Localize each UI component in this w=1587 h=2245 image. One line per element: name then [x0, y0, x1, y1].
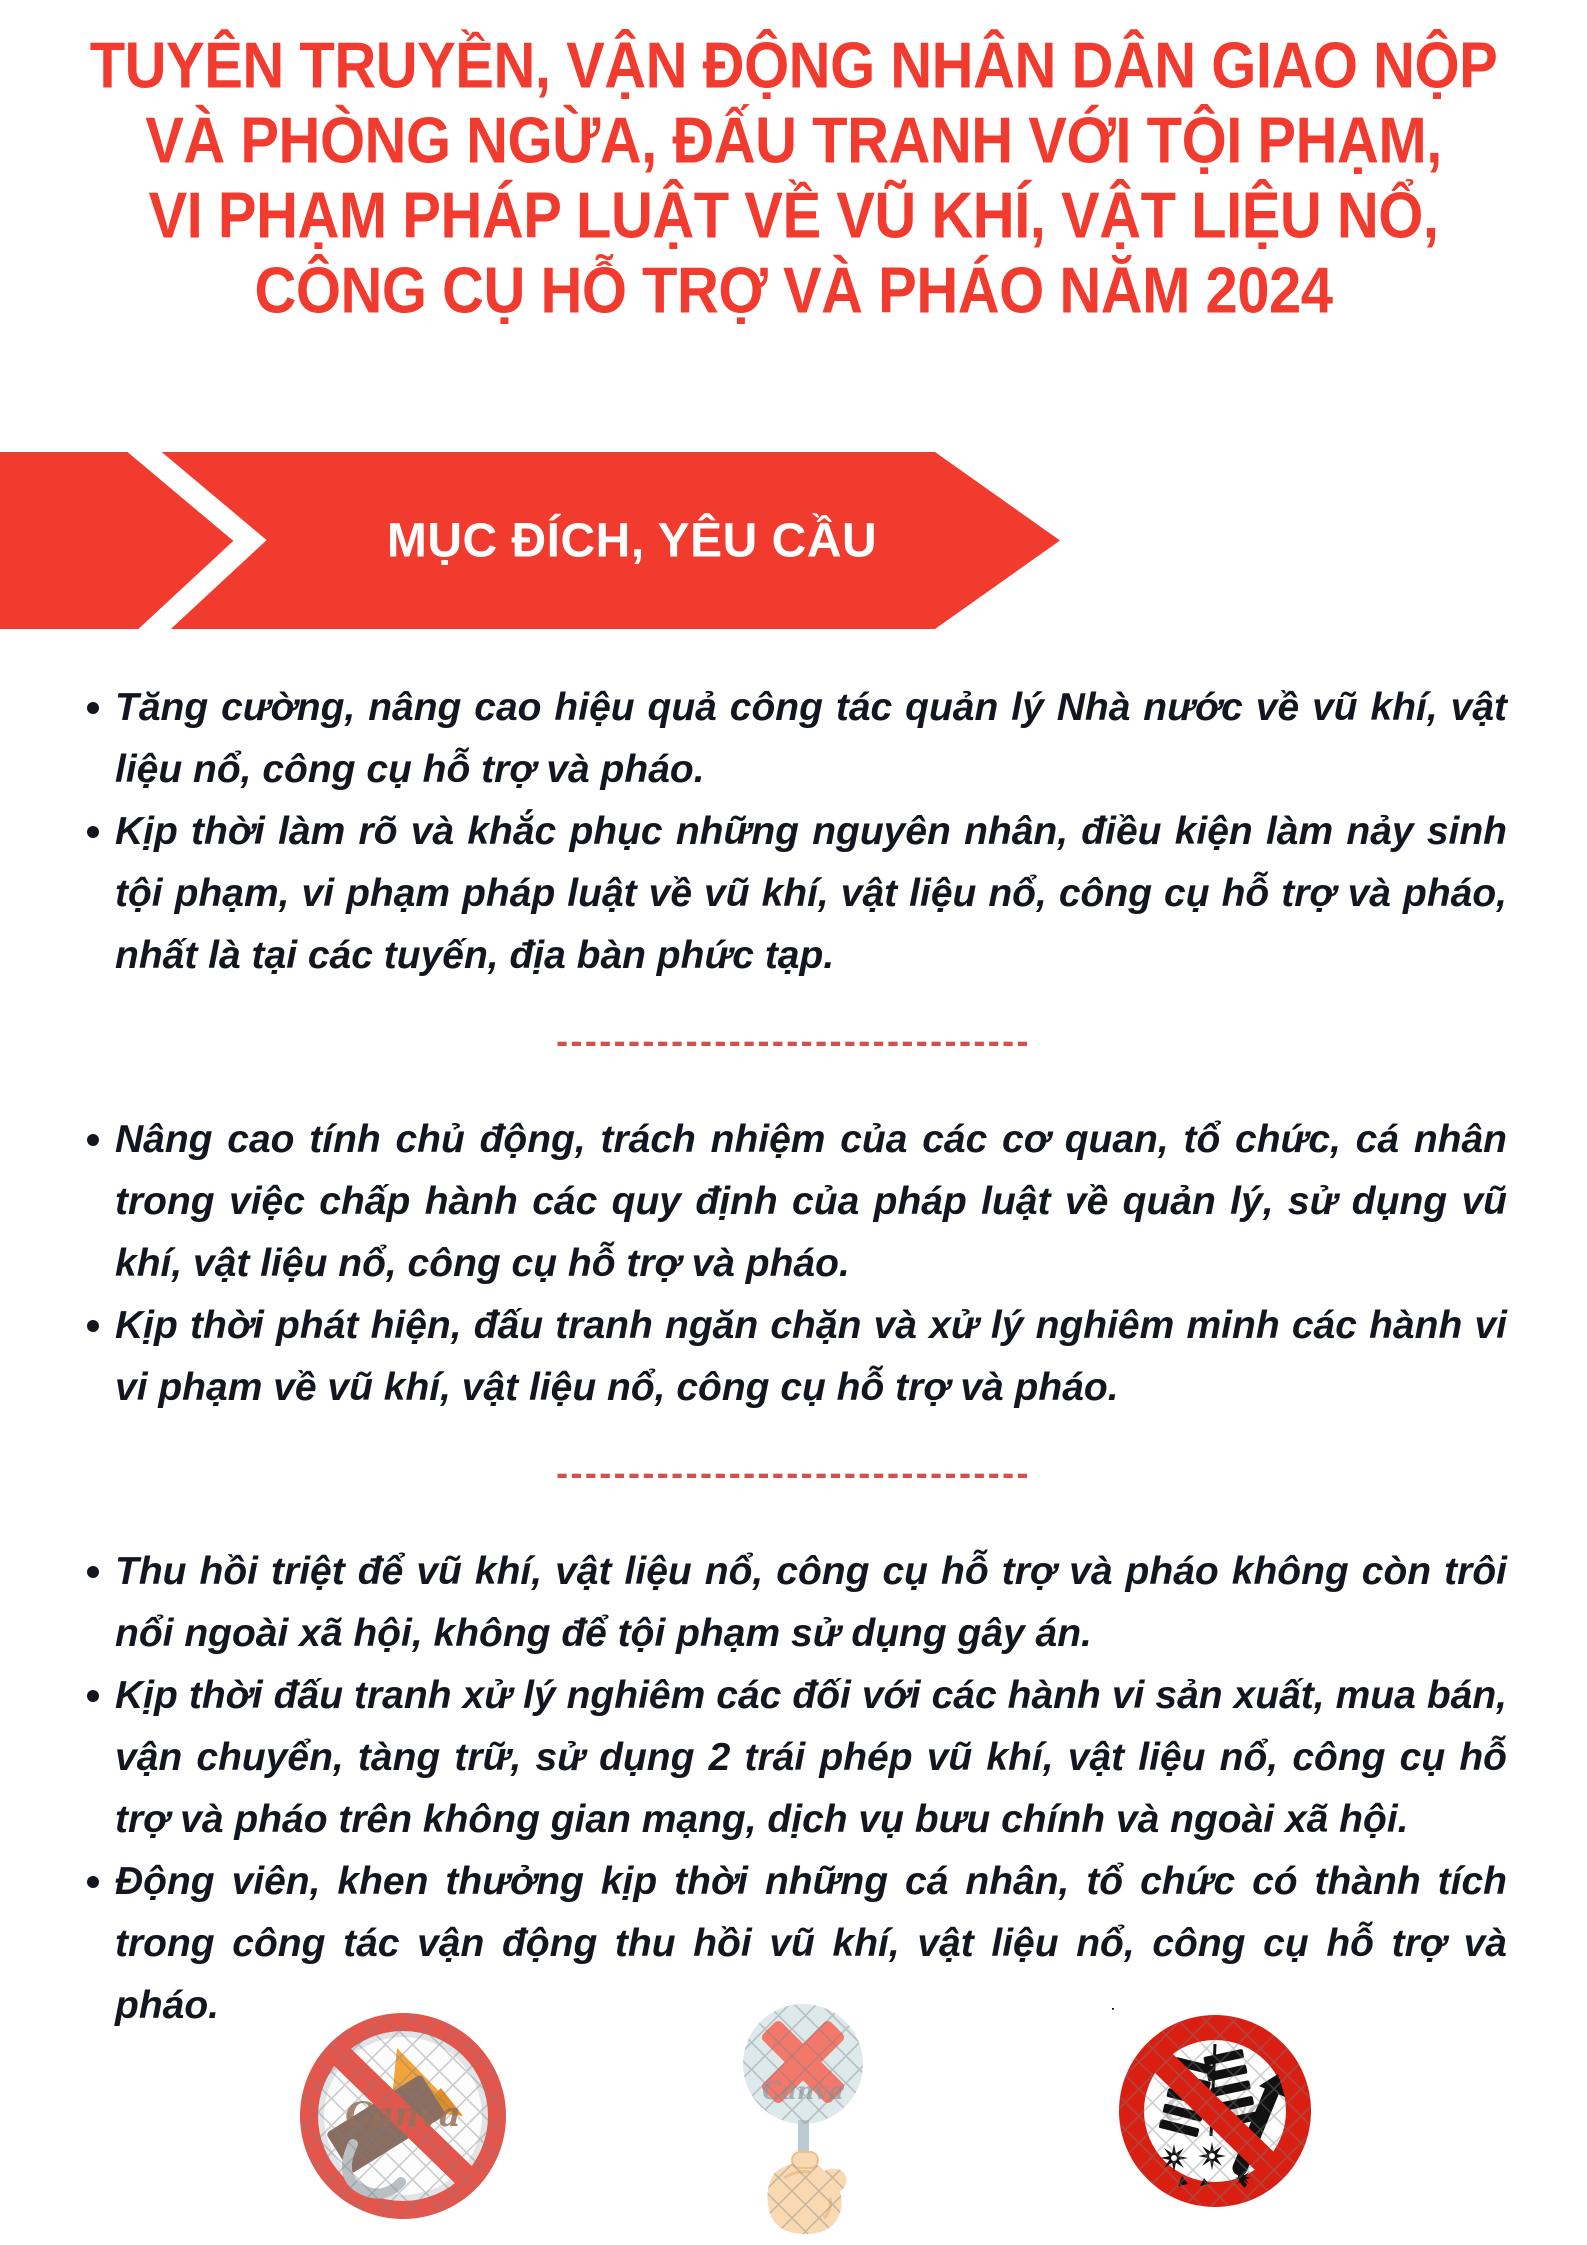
icons-row — [0, 2002, 1587, 2245]
bullet-dot — [87, 1876, 99, 1888]
title-line-4: CÔNG CỤ HỖ TRỢ VÀ PHÁO NĂM 2024 — [254, 254, 1333, 328]
bullet-dot — [87, 702, 99, 714]
bullet-text: Kịp thời phát hiện, đấu tranh ngăn chặn và xử lý nghiêm minh các hành vi vi phạm về vũ khí, vật liệu nổ, công cụ hỗ trợ và pháo. — [115, 1304, 1507, 1409]
prohibited-toy-gun-icon — [291, 2004, 515, 2228]
bullet-item — [115, 801, 1507, 987]
bullet-dot — [87, 1566, 99, 1578]
banner-label: MỤC ĐÍCH, YÊU CẦU — [386, 514, 878, 567]
title-line-2: VÀ PHÒNG NGỪA, ĐẤU TRANH VỚI TỘI PHẠM, — [145, 104, 1442, 177]
bullet-item — [115, 1665, 1507, 1851]
bullet-dot — [87, 826, 99, 838]
title-line-1: TUYÊN TRUYỀN, VẬN ĐỘNG NHÂN DÂN GIAO NỘP — [89, 29, 1498, 102]
title-line-3: VI PHẠM PHÁP LUẬT VỀ VŨ KHÍ, VẬT LIỆU NỔ, — [148, 179, 1439, 252]
bullet-text: Tăng cường, nâng cao hiệu quả công tác quản lý Nhà nước về vũ khí, vật liệu nổ, công cụ hỗ trợ và pháo. — [115, 686, 1507, 791]
bullet-dot — [87, 1134, 99, 1146]
dashed-divider: --------------------------------- — [556, 1452, 1031, 1493]
poster-content — [0, 677, 1587, 2037]
bullet-item — [115, 1109, 1507, 1295]
dashed-divider: --------------------------------- — [556, 1020, 1031, 1061]
bullet-text: Kịp thời làm rõ và khắc phục những nguyên nhân, điều kiện làm nảy sinh tội phạm, vi phạm pháp luật về vũ khí, vật liệu nổ, công cụ hỗ trợ và pháo, nhất là tại các tuyến, địa bàn phức tạp. — [115, 810, 1507, 977]
hand-x-sign-icon — [738, 2002, 868, 2242]
bullet-dot — [87, 1690, 99, 1702]
bullet-text: Động viên, khen thưởng kịp thời những cá nhân, tổ chức có thành tích trong công tác vận động thu hồi vũ khí, vật liệu nổ, công cụ hỗ trợ và pháo. — [115, 1860, 1507, 2027]
bullet-item — [115, 1541, 1507, 1665]
section-banner — [0, 452, 1060, 629]
bullet-list-2 — [0, 1109, 1587, 1419]
bullet-text: Thu hồi triệt để vũ khí, vật liệu nổ, công cụ hỗ trợ và pháo không còn trôi nổi ngoài xã hội, không để tội phạm sử dụng gây án. — [115, 1550, 1507, 1655]
poster-title — [0, 0, 1587, 328]
bullet-item — [115, 677, 1507, 801]
bullet-list-1 — [0, 677, 1587, 987]
bullet-text: Kịp thời đấu tranh xử lý nghiêm các đối với các hành vi sản xuất, mua bán, vận chuyển, tàng trữ, sử dụng 2 trái phép vũ khí, vật liệu nổ, công cụ hỗ trợ và pháo trên không gian mạng, dịch vụ bưu chính và ngoài xã hội. — [115, 1674, 1507, 1841]
bullet-list-3 — [0, 1541, 1587, 2037]
bullet-item — [115, 1295, 1507, 1419]
prohibited-fireworks-icon — [1112, 2008, 1318, 2214]
bullet-text: Nâng cao tính chủ động, trách nhiệm của các cơ quan, tổ chức, cá nhân trong việc chấp hành các quy định của pháp luật về quản lý, sử dụng vũ khí, vật liệu nổ, công cụ hỗ trợ và pháo. — [115, 1118, 1507, 1285]
bullet-dot — [87, 1320, 99, 1332]
